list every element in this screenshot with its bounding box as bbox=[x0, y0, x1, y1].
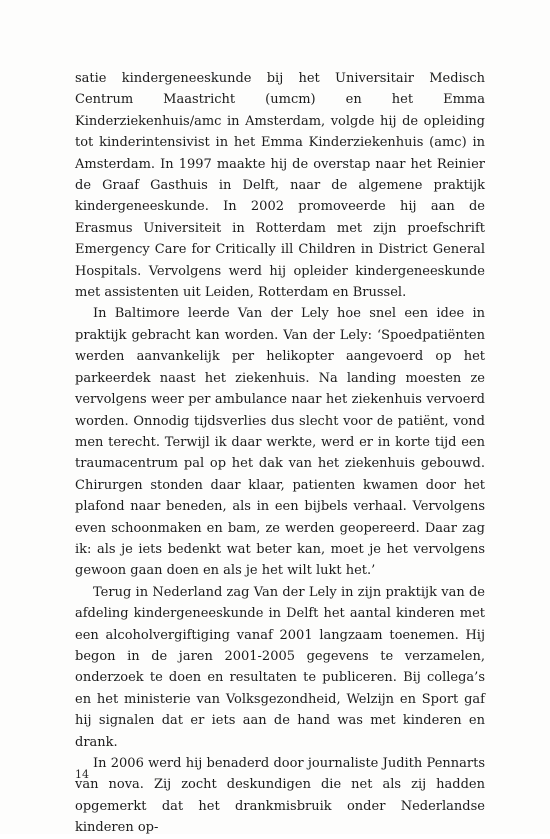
paragraph-2: In Baltimore leerde Van der Lely hoe snel een idee in praktijk gebracht kan worden. Van der Lely: ‘Spoedpatiënten werden aanvankelijk per helikopter aangevoerd op het parkeerdek naast het ziekenhuis. Na landing moesten ze vervolgens weer per ambulance naar het ziekenhuis vervoerd worden. Onnodig tijdsverlies dus slecht voor de patiënt, vond men terecht. Terwijl ik daar werkte, werd er in korte tijd een traumacentrum pal op het dak van het ziekenhuis gebouwd. Chirurgen stonden daar klaar, patienten kwamen door het plafond naar beneden, als in een bijbels verhaal. Vervolgens even schoonmaken en bam, ze werden geopereerd. Daar zag ik: als je iets bedenkt wat beter kan, moet je het vervolgens gewoon gaan doen en als je het wilt lukt het.’ bbox=[75, 306, 485, 579]
paragraph-1: satie kindergeneeskunde bij het Universitair Medisch Centrum Maastricht (umcm) en het Emma Kinderziekenhuis/amc in Amsterdam, volgde hij de opleiding tot kinderintensivist in het Emma Kinderziekenhuis (amc) in Amsterdam. In 1997 maakte hij de overstap naar het Reinier de Graaf Gasthuis in Delft, naar de algemene praktijk kindergeneeskunde. In 2002 promoveerde hij aan de Erasmus Universiteit in Rotterdam met zijn proefschrift Emergency Care for Critically ill Children in District General Hospitals. Vervolgens werd hij opleider kindergeneeskunde met assistenten uit Leiden, Rotterdam en Brussel. bbox=[75, 71, 485, 301]
body-text bbox=[75, 68, 485, 839]
page-number: 14 bbox=[75, 768, 89, 781]
paragraph-3: Terug in Nederland zag Van der Lely in zijn praktijk van de afdeling kindergeneeskunde in Delft het aantal kinderen met een alcoholvergiftiging vanaf 2001 langzaam toenemen. Hij begon in de jaren 2001-2005 gegevens te verzamelen, onderzoek te doen en resultaten te publiceren. Bij collega’s en het ministerie van Volksgezondheid, Welzijn en Sport gaf hij signalen dat er iets aan de hand was met kinderen en drank. bbox=[75, 584, 485, 750]
paragraph-4: In 2006 werd hij benaderd door journaliste Judith Pennarts van nova. Zij zocht deskundigen die net als zij hadden opgemerkt dat het drankmisbruik onder Nederlandse kinderen op- bbox=[75, 756, 485, 836]
